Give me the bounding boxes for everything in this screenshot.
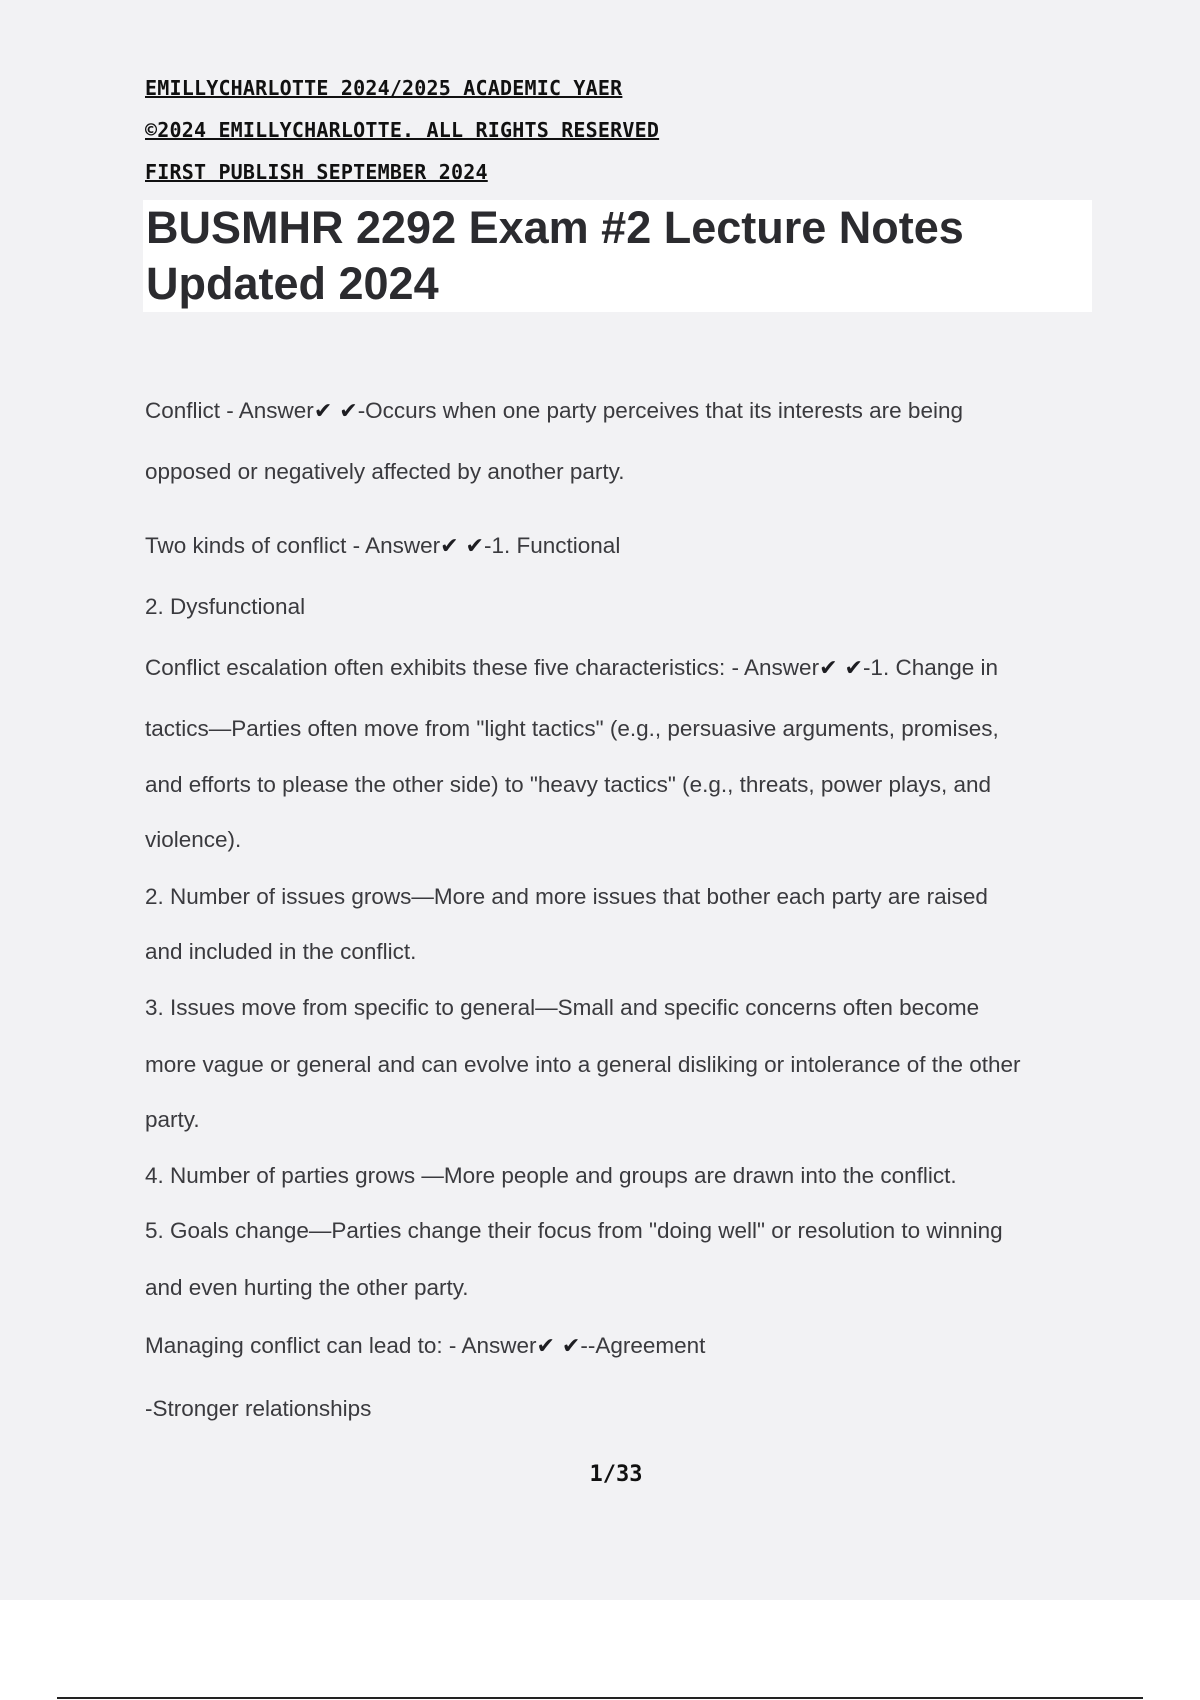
- question-text: Two kinds of conflict - Answer: [145, 533, 441, 558]
- checkmark-icon: ✔ ✔: [819, 656, 863, 681]
- question-text: Managing conflict can lead to: - Answer: [145, 1333, 537, 1358]
- text-line: violence).: [145, 827, 242, 852]
- document-title: BUSMHR 2292 Exam #2 Lecture Notes Updated 2024: [146, 202, 964, 309]
- header-publish-date: FIRST PUBLISH SEPTEMBER 2024: [145, 160, 488, 184]
- checkmark-icon: ✔ ✔: [536, 1334, 581, 1359]
- text-line: 4. Number of parties grows —More people and groups are drawn into the conflict.: [145, 1163, 957, 1188]
- checkmark-icon: ✔ ✔: [313, 399, 358, 424]
- text-line: and even hurting the other party.: [145, 1275, 469, 1300]
- text-line: 2. Number of issues grows—More and more issues that bother each party are raised: [145, 884, 988, 909]
- text-line: 5. Goals change—Parties change their focus from "doing well" or resolution to winning: [145, 1218, 1003, 1243]
- qa-line-managing-conflict: [145, 1333, 1095, 1359]
- qa-line-kinds-of-conflict: [145, 533, 1095, 559]
- header-copyright: ©2024 EMILLYCHARLOTTE. ALL RIGHTS RESERVED: [145, 118, 660, 142]
- text-line: more vague or general and can evolve into a general disliking or intolerance of the other: [145, 1052, 1021, 1077]
- answer-text: -1. Functional: [484, 533, 621, 558]
- header-academic-year: EMILLYCHARLOTTE 2024/2025 ACADEMIC YAER: [145, 76, 623, 100]
- question-text: Conflict - Answer: [145, 398, 314, 423]
- answer-text: -Occurs when one party perceives that its interests are being: [357, 398, 963, 423]
- text-line: opposed or negatively affected by another party.: [145, 459, 625, 484]
- text-line: 3. Issues move from specific to general—Small and specific concerns often become: [145, 995, 980, 1020]
- text-line: party.: [145, 1107, 200, 1132]
- qa-line-conflict-escalation: [145, 655, 1095, 681]
- text-line: 2. Dysfunctional: [145, 594, 306, 619]
- text-line: and included in the conflict.: [145, 939, 417, 964]
- text-line: -Stronger relationships: [145, 1396, 372, 1421]
- checkmark-icon: ✔ ✔: [440, 534, 484, 559]
- text-line: and efforts to please the other side) to "heavy tactics" (e.g., threats, power plays, and: [145, 772, 992, 797]
- answer-text: -1. Change in: [862, 655, 999, 680]
- qa-line-conflict: [145, 398, 1095, 424]
- question-text: Conflict escalation often exhibits these five characteristics: - Answer: [145, 655, 820, 680]
- text-line: tactics—Parties often move from "light tactics" (e.g., persuasive arguments, promises,: [145, 716, 999, 741]
- next-page-divider: [57, 1697, 1143, 1699]
- page-number: 1/33: [589, 1462, 643, 1487]
- answer-text: --Agreement: [580, 1333, 706, 1358]
